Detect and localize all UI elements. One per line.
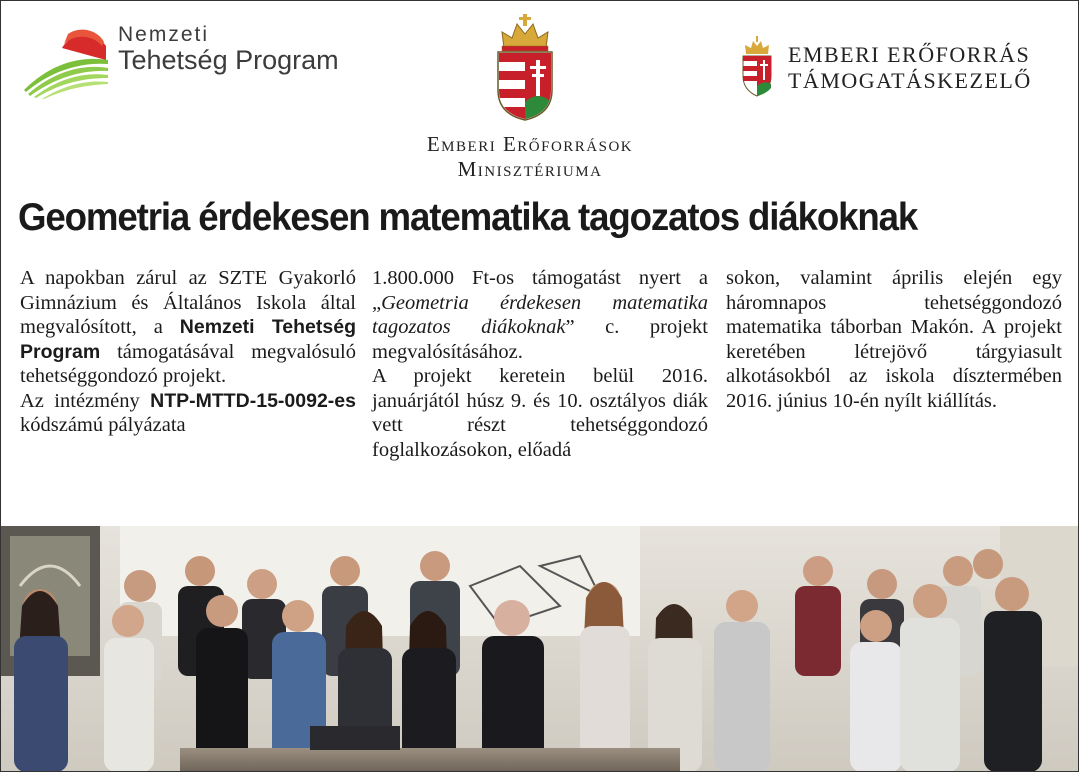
article-title: Geometria érdekesen matematika tagozatos diákoknak xyxy=(18,196,918,239)
emmi-logo xyxy=(380,10,680,185)
col2-paragraph-1 xyxy=(372,266,708,364)
col1-paragraph-1 xyxy=(20,266,356,389)
ntp-logo xyxy=(22,20,362,100)
article-column-3 xyxy=(726,266,1062,413)
col3-paragraph-1: sokon, valamint április elején egy háromnapos tehetséggondozó matematika táborban Makón. A projekt keretében létrejövő tárgyiasult alkotásokból az iskola dísztermében 2016. június 10-én nyílt kiállítás. xyxy=(726,267,1062,412)
group-photo xyxy=(0,526,1079,772)
emmi-logo-line2: Minisztériuma xyxy=(457,157,603,181)
eet-logo xyxy=(740,36,1060,100)
article-column-2 xyxy=(372,266,708,462)
col1-p2-text-a: Az intézmény xyxy=(20,389,151,412)
col1-p1-text-b: támogatásával megvalósuló tehetséggondozó projekt. xyxy=(20,340,356,387)
ntp-logo-line1: Nemzeti xyxy=(118,23,210,46)
col1-p2-text-b: kódszámú pályázata xyxy=(20,414,186,436)
eet-logo-line1: EMBERI ERŐFORRÁS xyxy=(788,42,1031,67)
eet-logo-text xyxy=(788,42,1032,94)
group-photo-image xyxy=(0,526,1079,772)
col1-p2-bold: NTP-MTTD-15-0092-es xyxy=(150,389,356,412)
col2-paragraph-2: A projekt keretein belül 2016. januárjától húsz 9. és 10. osztályos diák vett részt tehetséggondozó foglalkozásokon, előadá xyxy=(372,365,708,461)
col2-p1-text-b: ” c. projekt megvalósításához. xyxy=(372,316,709,363)
emmi-logo-line1: Emberi Erőforrások xyxy=(426,132,634,156)
article-column-1 xyxy=(20,266,356,438)
col2-p1-text-a: 1.800.000 Ft-os támogatást nyert a „ xyxy=(372,267,708,314)
emmi-logo-text xyxy=(380,132,680,182)
hungarian-crest-icon xyxy=(490,10,560,122)
col1-p1-bold: Nemzeti Tehetség Program xyxy=(20,316,356,363)
ntp-logo-line2: Tehetség Program xyxy=(118,45,339,75)
ntp-swoosh-icon xyxy=(22,20,114,100)
col1-paragraph-2 xyxy=(20,389,356,438)
eet-logo-line2: TÁMOGATÁSKEZELŐ xyxy=(788,68,1032,93)
col1-p1-text-a: A napokban zárul az SZTE Gyakorló Gimnázium és Általános Iskola által megvalósított, a xyxy=(20,267,356,338)
ntp-logo-text xyxy=(118,24,339,74)
small-crest-icon xyxy=(740,36,774,98)
col2-p1-italic: Geometria érdekesen matematika tagozatos diákoknak xyxy=(372,291,708,338)
